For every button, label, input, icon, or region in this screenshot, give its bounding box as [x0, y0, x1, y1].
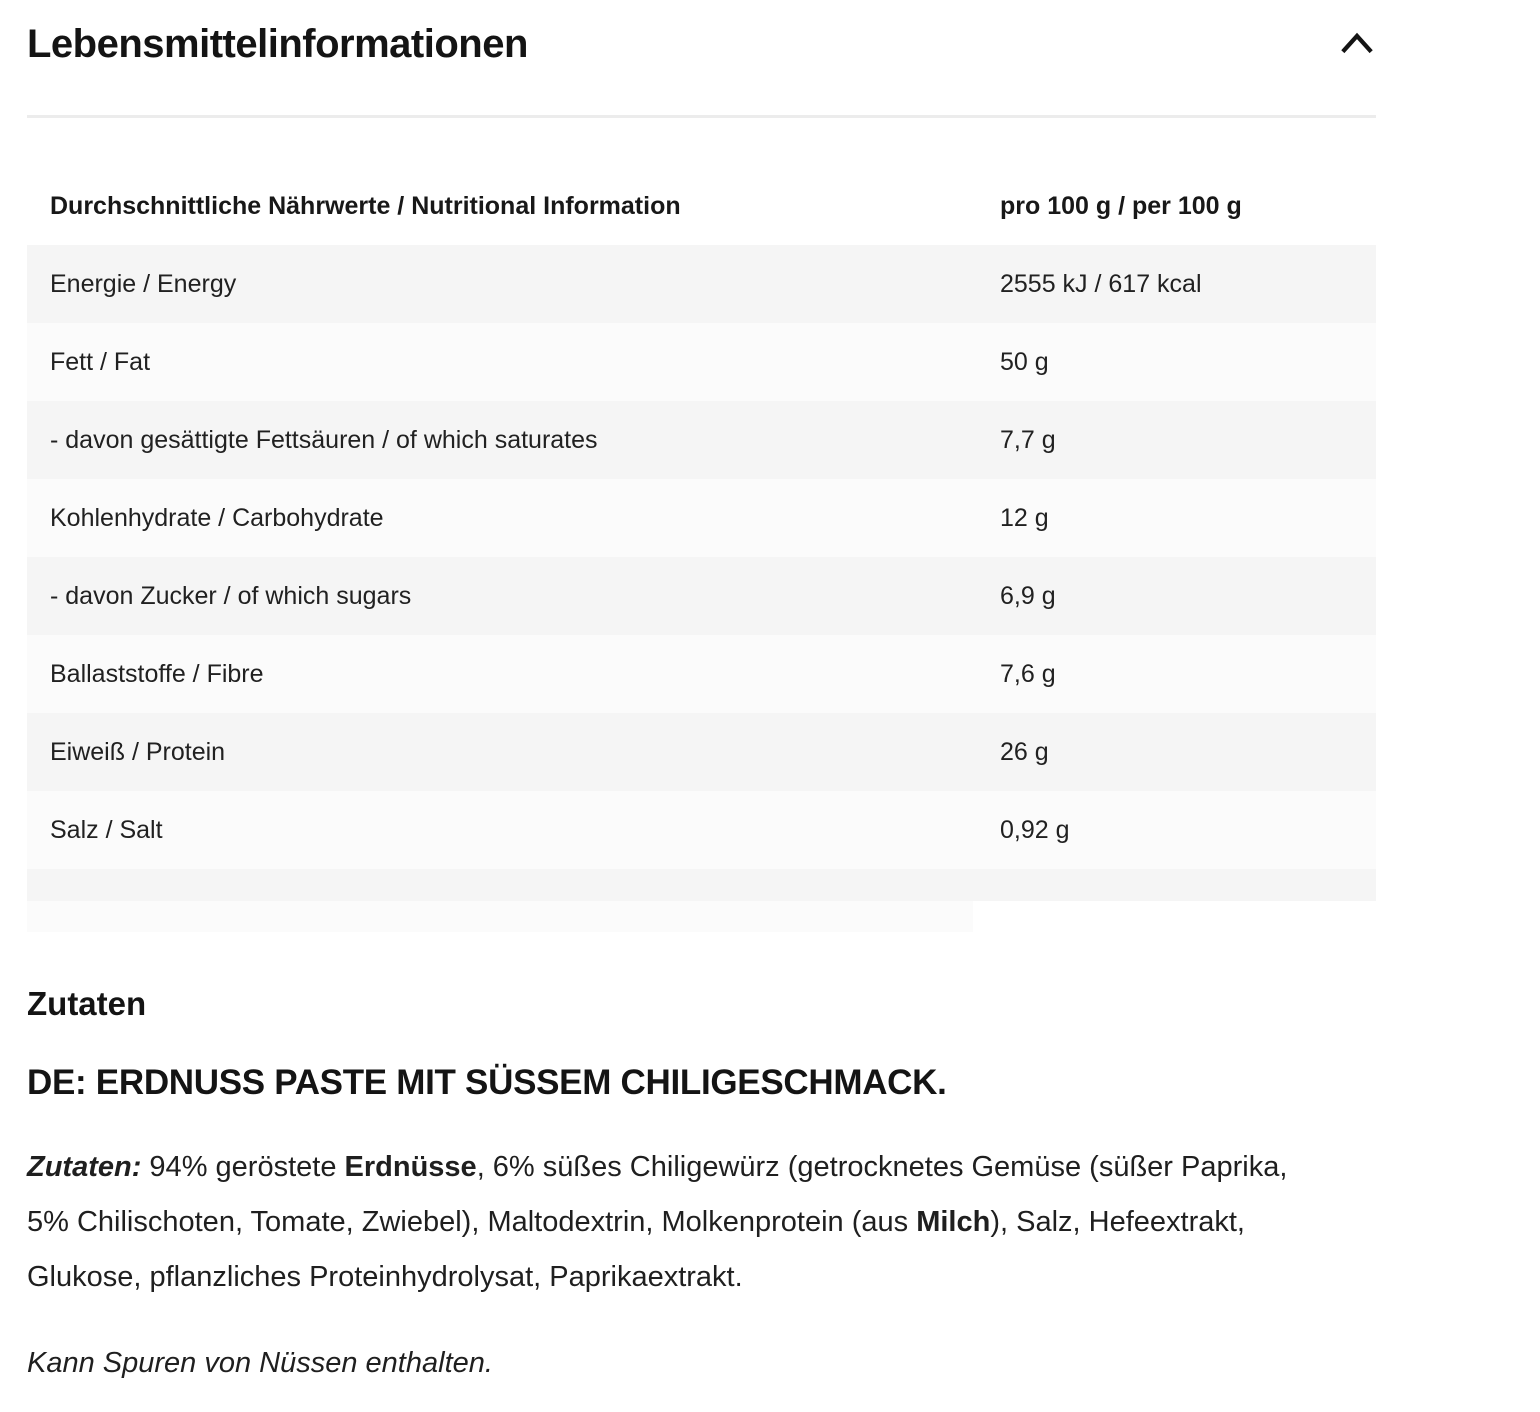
table-row	[27, 323, 1376, 401]
table-row	[27, 791, 1376, 869]
row-value: 26 g	[1000, 737, 1049, 766]
row-label: Energie / Energy	[50, 269, 237, 298]
row-label: Salz / Salt	[50, 815, 163, 844]
column-header-per-100g: pro 100 g / per 100 g	[1000, 192, 1242, 220]
table-footer-band	[27, 869, 1376, 901]
ingredients-title: Zutaten	[27, 985, 147, 1022]
table-footer-partial-band	[27, 901, 973, 932]
column-header-nutrients: Durchschnittliche Nährwerte / Nutritional Information	[50, 192, 681, 220]
nutrition-table	[27, 168, 1376, 932]
table-row	[27, 479, 1376, 557]
chevron-up-icon	[1340, 30, 1374, 59]
table-row	[27, 635, 1376, 713]
collapse-section-button[interactable]	[1338, 28, 1376, 61]
section-header	[27, 24, 1376, 64]
row-value: 2555 kJ / 617 kcal	[1000, 269, 1202, 298]
table-row	[27, 713, 1376, 791]
allergen-milk: Milch	[916, 1205, 991, 1238]
table-row	[27, 557, 1376, 635]
table-row	[27, 245, 1376, 323]
table-row	[27, 401, 1376, 479]
row-label: Fett / Fat	[50, 347, 151, 376]
trace-note: Kann Spuren von Nüssen enthalten.	[27, 1346, 493, 1379]
allergen-peanuts: Erdnüsse	[344, 1150, 477, 1183]
row-value: 12 g	[1000, 503, 1049, 532]
row-value: 7,7 g	[1000, 425, 1056, 454]
nutrition-table-header	[27, 168, 1376, 245]
row-label: - davon Zucker / of which sugars	[50, 581, 412, 610]
ingredients-segment: ), Salz, Hefeextrakt, Glukose, pflanzliches Proteinhydrolysat, Paprikaextrakt.	[27, 1205, 1245, 1293]
ingredients-de-heading: DE: ERDNUSS PASTE MIT SÜSSEM CHILIGESCHMACK.	[27, 1062, 947, 1102]
ingredients-label: Zutaten:	[27, 1150, 142, 1183]
row-label: - davon gesättigte Fettsäuren / of which saturates	[50, 425, 598, 454]
row-value: 6,9 g	[1000, 581, 1056, 610]
row-value: 7,6 g	[1000, 659, 1056, 688]
section-title: Lebensmittelinformationen	[27, 22, 528, 66]
row-value: 50 g	[1000, 347, 1049, 376]
row-value: 0,92 g	[1000, 815, 1070, 844]
header-divider	[27, 115, 1376, 118]
ingredients-segment: , 6% süßes Chiligewürz (getrocknetes Gemüse (süßer Paprika, 5% Chilischoten, Tomate, Zwiebel), Maltodextrin, Molkenprotein (aus	[27, 1150, 1288, 1238]
row-label: Eiweiß / Protein	[50, 737, 226, 766]
ingredients-segment: 94% geröstete	[141, 1150, 345, 1183]
nutrition-table-body	[27, 245, 1376, 869]
row-label: Ballaststoffe / Fibre	[50, 659, 264, 688]
row-label: Kohlenhydrate / Carbohydrate	[50, 503, 384, 532]
ingredients-text	[27, 1140, 1327, 1305]
